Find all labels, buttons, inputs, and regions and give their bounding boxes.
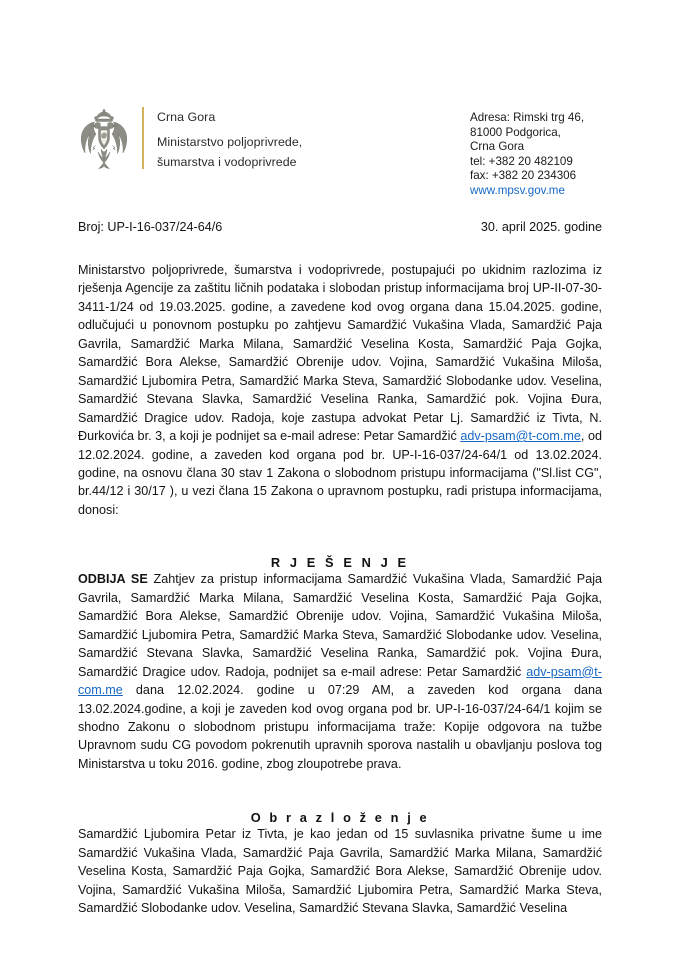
contact-block (470, 111, 584, 199)
montenegro-coat-of-arms-icon (78, 106, 130, 172)
ministry-branding (78, 106, 302, 172)
telephone-number: tel: +382 20 482109 (470, 154, 573, 168)
document-date: 30. april 2025. godine (480, 220, 602, 234)
intro-paragraph (78, 261, 602, 519)
reference-line (78, 219, 602, 235)
decision-email-link[interactable]: adv-psam@t-com.me (78, 664, 602, 698)
decision-lead-label: ODBIJA SE (78, 572, 148, 587)
decision-text-before-email: Zahtjev za pristup informacijama Samardžić Vukašina Vlada, Samardžić Paja Gavrila, Samardžić Marka Milana, Samardžić Veselina Kosta, Samardžić Paja Gojka, Samardžić Bora Alekse, Samardžić Obrenije udov. Vojina, Samardžić Vukašina Miloša, Samardžić Ljubomira Petra, Samardžić Marka Steva, Samardžić Slobodanke udov. Veselina, Samardžić Stevana Slavka, Samardžić Veselina Ranka, Samardžić pok. Vojina Đura, Samardžić Dragice udov. Radoja, podnijet sa e-mail adrese: Petar Samardžić (78, 572, 602, 679)
address-line-1: Adresa: Rimski trg 46, (470, 111, 585, 124)
website-link[interactable]: www.mpsv.gov.me (470, 183, 565, 197)
letterhead (0, 0, 679, 205)
applicant-email-link[interactable]: adv-psam@t-com.me (460, 429, 581, 444)
document-body (78, 261, 602, 918)
brand-divider (142, 107, 144, 169)
intro-text-before-email: Ministarstvo poljoprivrede, šumarstva i vodoprivrede, postupajući po ukidnim razlozima iz rješenja Agencije za zaštitu ličnih podataka i slobodan pristup informacijama broj UP-II-07-30-3411-1/24 od 19.03.2025. godine, a zavedene kod ovog organa dana 15.04.2025. godine, odlučujući u ponovnom postupku po zahtjevu Samardžić Vukašina Vlada, Samardžić Paja Gavrila, Samardžić Marka Milana, Samardžić Veselina Kosta, Samardžić Paja Gojka, Samardžić Bora Alekse, Samardžić Obrenije udov. Vojina, Samardžić Vukašina Miloša, Samardžić Ljubomira Petra, Samardžić Marka Steva, Samardžić Slobodanke udov. Veselina, Samardžić Stevana Slavka, Samardžić Veselina Ranka, Samardžić pok. Vojina Đura, Samardžić Dragice udov. Radoja, koje zastupa advokat Petar Lj. Samardžić iz Tivta, N. Đurkovića br. 3, a koji je podnijet sa e-mail adrese: Petar Samardžić (78, 263, 602, 444)
ministry-name-line2: šumarstva i vodoprivrede (157, 155, 297, 169)
explanation-paragraph: Samardžić Ljubomira Petar iz Tivta, je kao jedan od 15 suvlasnika privatne šume u ime Samardžić Vukašina Vlada, Samardžić Paja Gavrila, Samardžić Marka Milana, Samardžić Veselina Kosta, Samardžić Paja Gojka, Samardžić Bora Alekse, Samardžić Obrenije udov. Vojina, Samardžić Vukašina Miloša, Samardžić Ljubomira Petra, Samardžić Marka Steva, Samardžić Slobodanke udov. Veselina, Samardžić Stevana Slavka, Samardžić Veselina (78, 827, 602, 916)
fax-number: fax: +382 20 234306 (470, 169, 577, 183)
address-line-3: Crna Gora (470, 140, 525, 154)
country-name: Crna Gora (157, 110, 216, 124)
explanation-heading: O b r a z l o ž e n j e (250, 810, 430, 826)
reference-number: Broj: UP-I-16-037/24-64/6 (78, 220, 223, 234)
intro-text-after-email: , od 12.02.2024. godine, a zaveden kod organa pod br. UP-I-16-037/24-64/1 od 13.02.2024. godine, na osnovu člana 30 stav 1 Zakona o slobodnom pristupu informacijama ("Sl.list CG", br.44/12 i 30/17 ), u vezi člana 15 Zakona o upravnom postupku, radi pristupa informacijama, donosi: (78, 429, 602, 517)
decision-text-after-email: dana 12.02.2024. godine u 07:29 AM, a zaveden kod organa dana 13.02.2024.godine, a koji je zaveden kod ovog organa pod br. UP-I-16-037/24-64/1 kojim se shodno Zakonu o slobodnom pristupu informacijama traže: Kopije odgovora na tužbe Upravnom sudu CG povodom pokrenutih upravnih sporova nastalih u obavljanju poslova tog Ministarstva u toku 2016. godine, zbog zloupotrebe prava. (78, 683, 602, 771)
decision-paragraph (78, 570, 602, 773)
ministry-text (157, 106, 302, 172)
decision-heading: R J E Š E N J E (270, 555, 410, 571)
ministry-name-line1: Ministarstvo poljoprivrede, (157, 135, 303, 149)
address-line-2: 81000 Podgorica, (470, 125, 561, 139)
